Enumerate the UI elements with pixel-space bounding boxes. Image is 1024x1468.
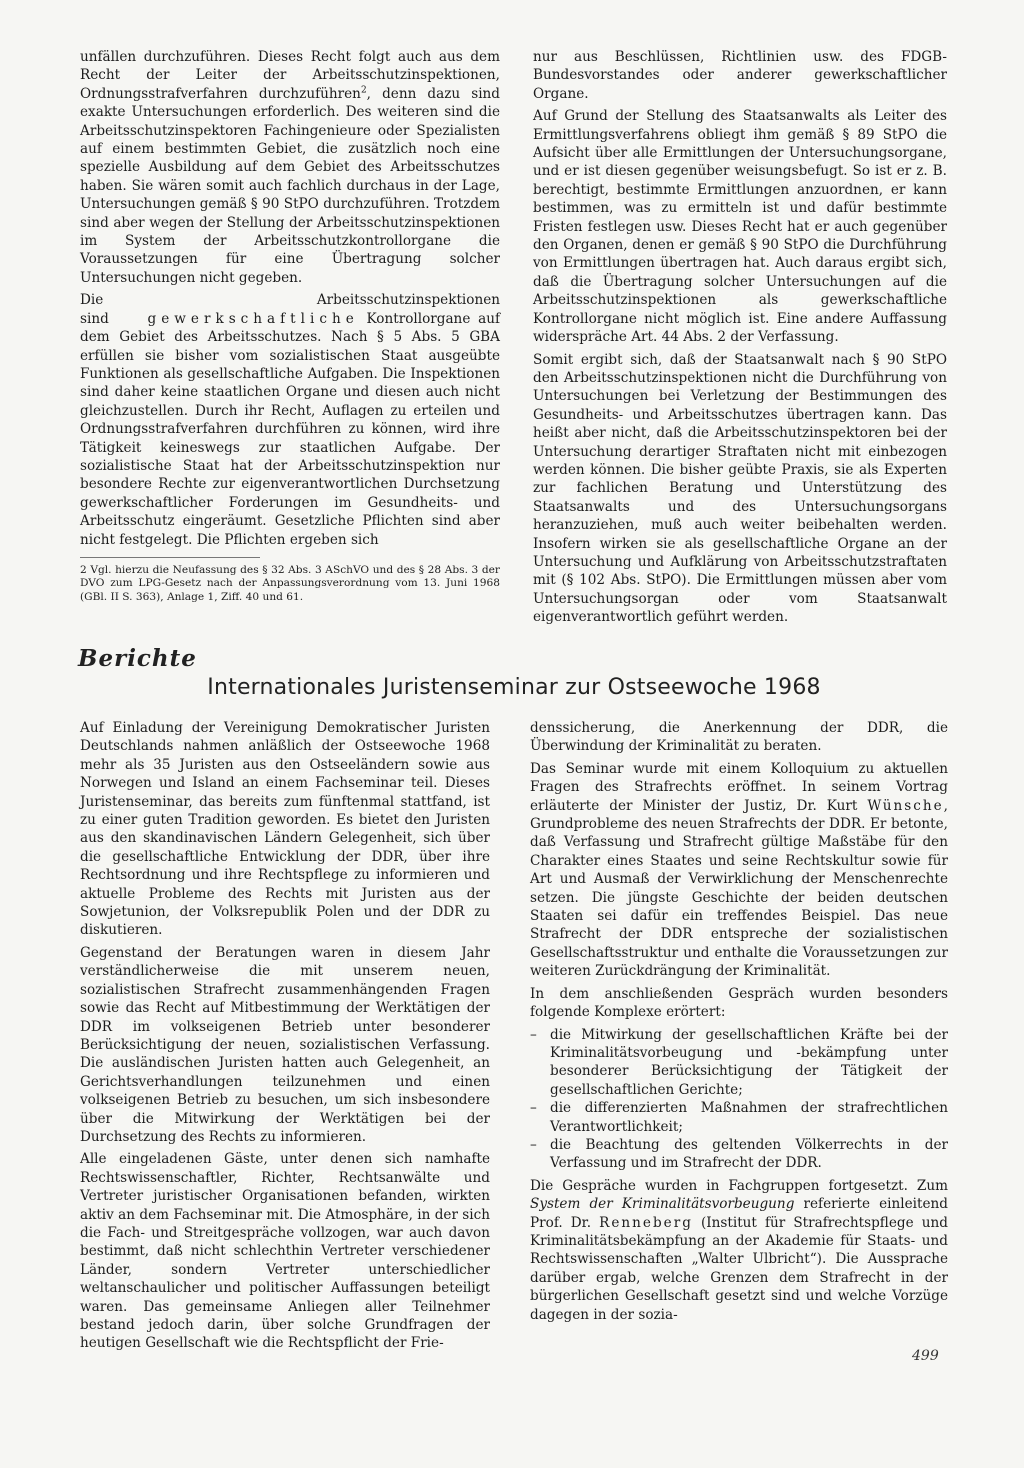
paragraph-text: Das Seminar wurde mit einem Kolloquium zu aktuellen Fragen des Strafrechts eröffnet. In seinem Vortrag erläuterte der Minister der Justiz, Dr. Kurt xyxy=(530,760,948,814)
paragraph: Auf Einladung der Vereinigung Demokratischer Juristen Deutschlands nahmen anläßlich der Ostseewoche 1968 mehr als 35 Juristen aus den Ostseeländern sowie aus Norwegen und Island an einem Fachseminar teil. Dieses Juristenseminar, das bereits zum fünftenmal stattfand, ist zu einer guten Tradition geworden. Es bietet den Juristen aus den skandinavischen Ländern Gelegenheit, sich über die gesellschaftliche Entwicklung der DDR, über ihre Rechtsordnung und ihre Rechtspflege zu informieren und aktuelle Probleme des Rechts mit Juristen aus der Sowjetunion, der Volksrepublik Polen und der DDR zu diskutieren. xyxy=(80,720,490,939)
list-item-text: die Mitwirkung der gesellschaftlichen Kräfte bei der Kriminalitätsvorbeugung und -bekämpfung unter besonderer Berücksichtigung der Tätigkeit der gesellschaftlichen Gerichte; xyxy=(550,1026,948,1098)
paragraph-text: , denn dazu sind exakte Untersuchungen erforderlich. Des weiteren sind die Arbeitsschutzinspektoren Fachingenieure oder Spezialisten auf einem bestimmten Gebiet, die zusätzlich noch eine spezielle Ausbildung auf dem Gebiet des Arbeitsschutzes haben. Sie wären somit auch fachlich durchaus in der Lage, Untersuchungen gemäß § 90 StPO durchzuführen. Trotzdem sind aber wegen der Stellung der Arbeitsschutzinspektionen im System der Arbeitsschutzkontrollorgane die Voraussetzungen für eine Übertragung solcher Untersuchungen nicht gegeben. xyxy=(80,85,501,286)
dash-marker: – xyxy=(530,1100,537,1117)
paragraph xyxy=(530,1177,948,1324)
paragraph: nur aus Beschlüssen, Richtlinien usw. des FDGB-Bundesvorstandes oder anderer gewerkschaftlicher Organe. xyxy=(533,49,947,102)
paragraph: Alle eingeladenen Gäste, unter denen sich namhafte Rechtswissenschaftler, Richter, Rechtsanwälte und Vertreter juristischer Organisationen befanden, wirkten aktiv an dem Fachseminar mit. Die Atmosphäre, in der sich die Fach- und Streitgespräche vollzogen, war auch davon bestimmt, daß nicht schlechthin Vertreter verschiedener Länder, sondern Vertreter unterschiedlicher weltanschaulicher und politischer Auffassungen beteiligt waren. Das gemeinsame Anliegen aller Teilnehmer bestand jedoch darin, über solche Grundfragen der heutigen Gesellschaft wie die Rechtspflicht der Frie- xyxy=(80,1151,490,1352)
spaced-name: Renneberg xyxy=(599,1214,693,1231)
footnote-ref: 2 xyxy=(360,85,367,96)
paragraph: Auf Grund der Stellung des Staatsanwalts als Leiter des Ermittlungsverfahrens obliegt ihm gemäß § 89 StPO die Aufsicht über alle Ermittlungen der Untersuchungsorgane, und er ist diesen gegenüber weisungsbefugt. So ist er z. B. berechtigt, bestimmte Ermittlungen anzuordnen, er kann bestimmen, was zu ermitteln ist und dafür bestimmte Fristen festlegen usw. Dieses Recht hat er auch gegenüber den Organen, denen er gemäß § 90 StPO die Durchführung von Ermittlungen übertragen hat. Auch daraus ergibt sich, daß die Übertragung solcher Untersuchungen auf die Arbeitsschutzinspektionen als gewerkschaftliche Kontrollorgane nicht möglich ist. Eine andere Auffassung widerspräche Art. 44 Abs. 2 der Verfassung. xyxy=(533,108,947,346)
paragraph: Somit ergibt sich, daß der Staatsanwalt nach § 90 StPO den Arbeitsschutzinspektionen nicht die Durchführung von Untersuchungen bei Verletzung der Bestimmungen des Gesundheits- und Arbeitsschutzes übertragen kann. Das heißt aber nicht, daß die Arbeitsschutzinspektoren bei der Untersuchung derartiger Straftaten nicht mit einbezogen werden können. Die bisher geübte Praxis, sie als Experten zur fachlichen Beratung und Unterstützung des Staatsanwalts und des Untersuchungsorgans heranzuziehen, muß auch weiter beibehalten werden. Insofern wirken sie als gesellschaftliche Organe an der Untersuchung und Aufklärung von Arbeitsschutzstraftaten mit (§ 102 Abs. StPO). Die Ermittlungen müssen aber vom Untersuchungsorgan oder vom Staatsanwalt eigenverantwortlich geführt werden. xyxy=(533,351,947,626)
bottom-left-column xyxy=(80,719,490,1357)
paragraph xyxy=(80,291,500,549)
list-item xyxy=(530,1026,948,1100)
footnote: 2 Vgl. hierzu die Neufassung des § 32 Abs. 3 ASchVO und des § 28 Abs. 3 der DVO zum LPG-Gesetz nach der Anpassungsverordnung vom 13. Juni 1968 (GBl. II S. 363), Anlage 1, Ziff. 40 und 61. xyxy=(80,563,500,603)
paragraph-text: referierte einleitend Prof. Dr. xyxy=(530,1196,948,1231)
list-item xyxy=(530,1099,948,1136)
bottom-right-column xyxy=(530,719,948,1328)
paragraph: In dem anschließenden Gespräch wurden besonders folgende Komplexe erörtert: xyxy=(530,985,948,1021)
paragraph: Gegenstand der Beratungen waren in diesem Jahr verständlicherweise die mit unserem neuen, sozialistischen Strafrecht zusammenhängenden Fragen sowie das Recht auf Mitbestimmung der Werktätigen der DDR im volkseigenen Betrieb unter besonderer Berücksichtigung der neuen, sozialistischen Verfassung. Die ausländischen Juristen hatten auch Gelegenheit, an Gerichtsverhandlungen teilzunehmen und einen volkseigenen Betrieb zu besuchen, um sich insbesondere über die Mitwirkung der Werktätigen bei der Durchsetzung des Rechts zu informieren. xyxy=(80,944,490,1145)
paragraph-text: unfällen durchzuführen. Dieses Recht folgt auch aus dem Recht der Leiter der Arbeitsschutzinspektionen, Ordnungsstrafverfahren durchzuführen xyxy=(80,49,500,102)
paragraph-text: Die Gespräche wurden in Fachgruppen fortgesetzt. Zum xyxy=(530,1177,948,1194)
paragraph xyxy=(80,48,500,287)
topic-list xyxy=(530,1026,948,1173)
spaced-name: Wünsche xyxy=(867,797,944,814)
paragraph: denssicherung, die Anerkennung der DDR, die Überwindung der Kriminalität zu beraten. xyxy=(530,720,948,755)
section-label: Berichte xyxy=(78,645,197,672)
footnote-rule xyxy=(80,557,260,564)
list-item xyxy=(530,1136,948,1173)
top-right-column xyxy=(533,48,947,631)
article-title: Internationales Juristenseminar zur Ostseewoche 1968 xyxy=(207,675,821,700)
page-number: 499 xyxy=(912,1348,939,1364)
top-left-column xyxy=(80,48,500,604)
list-item-text: die differenzierten Maßnahmen der strafrechtlichen Verantwortlichkeit; xyxy=(550,1100,948,1135)
dash-marker: – xyxy=(530,1136,537,1153)
paragraph xyxy=(530,760,948,981)
dash-marker: – xyxy=(530,1026,537,1043)
paragraph-text: , Grundprobleme des neuen Strafrechts der DDR. Er betonte, daß Verfassung und Strafrecht gültige Maßstäbe für den Charakter eines Staates und seine Rechtskultur sowie für Art und Ausmaß der Verwirklichung der Menschenrechte setzen. Die jüngste Geschichte der beiden deutschen Staaten sei dafür ein treffendes Beispiel. Das neue Strafrecht der DDR entspreche der sozialistischen Gesellschaftsstruktur und enthalte die Voraussetzungen zur weiteren Zurückdrängung der Kriminalität. xyxy=(530,797,948,980)
paragraph-text: Die Arbeitsschutzinspektionen sind xyxy=(80,292,500,327)
spaced-emphasis: gewerkschaftliche xyxy=(147,310,359,327)
list-item-text: die Beachtung des geltenden Völkerrechts in der Verfassung und im Strafrecht der DDR. xyxy=(550,1136,948,1172)
paragraph-text: (Institut für Strafrechtspflege und Kriminalitätsbekämpfung an der Akademie für Staats- und Rechtswissenschaften „Walter Ulbricht“). Die Aussprache darüber ergab, welche Grenzen dem Strafrecht in der bürgerlichen Gesellschaft gesetzt sind und welche Vorzüge dagegen in der sozia- xyxy=(530,1214,948,1323)
paragraph-text: Kontrollorgane auf dem Gebiet des Arbeitsschutzes. Nach § 5 Abs. 5 GBA erfüllen sie bisher vom sozialistischen Staat ausgeübte Funktionen als gesellschaftliche Aufgaben. Die Inspektionen sind daher keine staatlichen Organe und diesen auch nicht gleichzustellen. Durch ihr Recht, Auflagen zu erteilen und Ordnungsstrafverfahren durchführen zu können, wird ihre Tätigkeit keineswegs zur staatlichen Aufgabe. Der sozialistische Staat hat der Arbeitsschutzinspektion nur besondere Rechte zur eigenverantwortlichen Durchsetzung gewerkschaftlicher Forderungen im Gesundheits- und Arbeitsschutz eingeräumt. Gesetzliche Pflichten sind aber nicht festgelegt. Die Pflichten ergeben sich xyxy=(80,310,500,548)
italic-term: System der Kriminalitätsvorbeugung xyxy=(530,1196,795,1213)
